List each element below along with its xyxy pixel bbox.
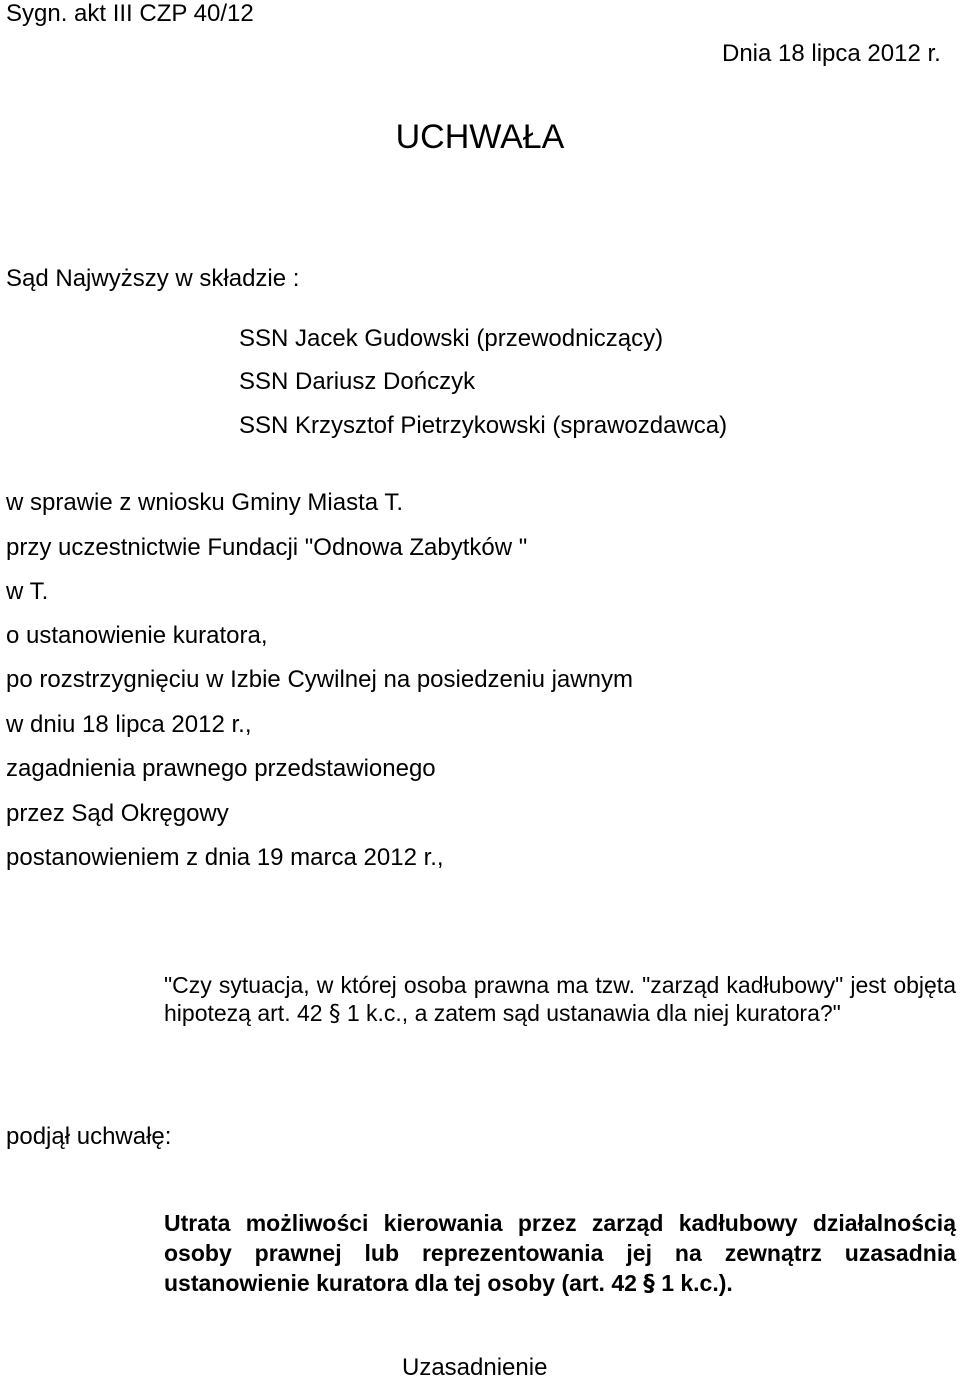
- legal-question: [164, 971, 956, 1028]
- legal-question-text: "Czy sytuacja, w której osoba prawna ma tzw. "zarząd kadłubowy" jest objęta hipotezą art. 42: [164, 972, 956, 1026]
- ruling-date: Dnia 18 lipca 2012 r.: [722, 40, 941, 67]
- decision-label: podjął uchwałę:: [6, 1123, 172, 1150]
- justification-heading: Uzasadnienie: [402, 1354, 548, 1381]
- judge-rapporteur: SSN Krzysztof Pietrzykowski (sprawozdawca): [239, 412, 728, 439]
- case-signature: Sygn. akt III CZP 40/12: [6, 0, 254, 27]
- judge-presiding: SSN Jacek Gudowski (przewodniczący): [239, 325, 664, 352]
- case-line-applicant: w sprawie z wniosku Gminy Miasta T.: [6, 489, 404, 516]
- case-line-session: po rozstrzygnięciu w Izbie Cywilnej na posiedzeniu jawnym: [6, 666, 633, 693]
- case-line-location: w T.: [6, 578, 49, 605]
- judge-member: SSN Dariusz Dończyk: [239, 368, 476, 395]
- resolution-text-end: 1 k.c.).: [661, 1270, 733, 1296]
- legal-question-text-end: 1 k.c., a zatem sąd ustanawia dla niej kuratora?": [346, 1000, 841, 1026]
- section-mark: §: [643, 1271, 655, 1297]
- case-line-participant: przy uczestnictwie Fundacji "Odnowa Zabytków ": [6, 534, 528, 561]
- resolution-text-body: Utrata możliwości kierowania przez zarząd kadłubowy działalnością osoby prawnej lub reprezentowania jej na zewnątrz uzasadnia ustanowienie kuratora dla tej osoby (art. 42: [164, 1210, 956, 1296]
- case-line-session-date: w dniu 18 lipca 2012 r.,: [6, 711, 252, 738]
- case-line-legal-issue: zagadnienia prawnego przedstawionego: [6, 755, 436, 782]
- case-line-referring-court: przez Sąd Okręgowy: [6, 800, 229, 827]
- case-line-subject: o ustanowienie kuratora,: [6, 622, 268, 649]
- case-line-order-date: postanowieniem z dnia 19 marca 2012 r.,: [6, 844, 444, 871]
- resolution-text: [164, 1208, 956, 1299]
- court-composition-label: Sąd Najwyższy w składzie :: [6, 265, 300, 292]
- document-title: UCHWAŁA: [395, 118, 565, 156]
- section-mark: §: [328, 1001, 341, 1027]
